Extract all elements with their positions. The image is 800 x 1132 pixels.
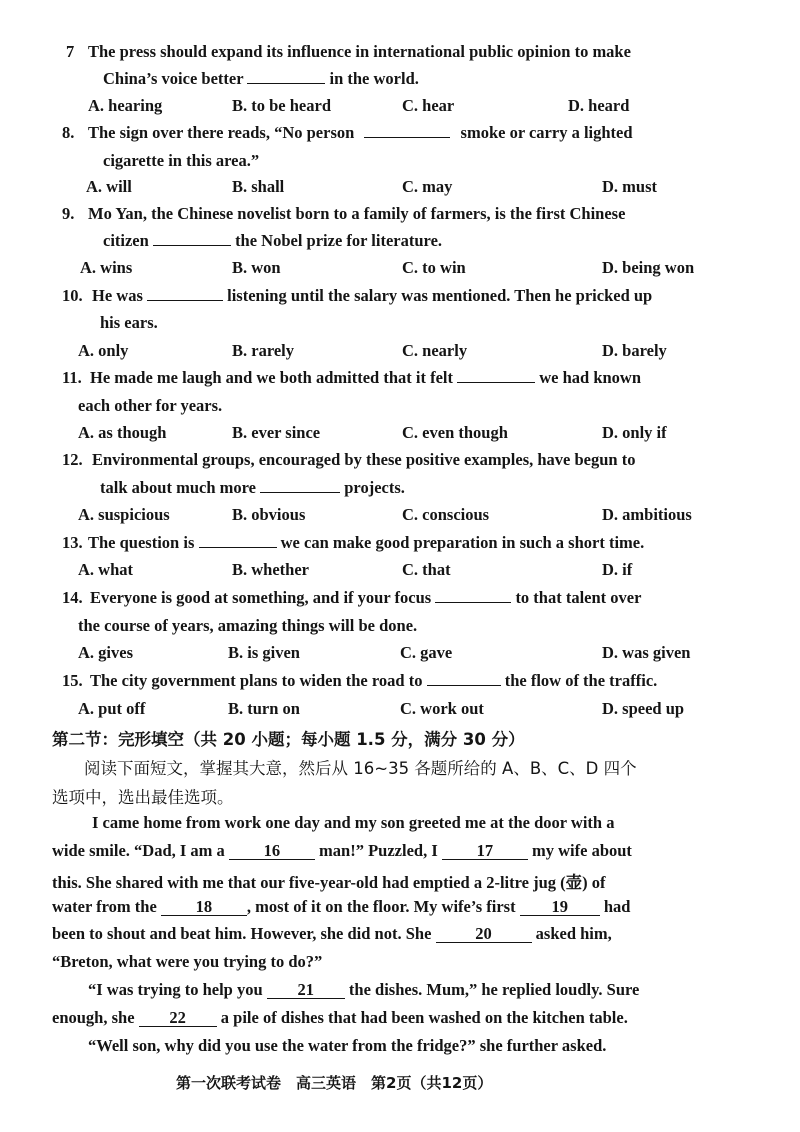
option-a: A. what	[78, 560, 134, 579]
answer-blank	[364, 123, 450, 138]
question-stem: citizen	[103, 231, 149, 250]
option-d: D. only if	[602, 423, 667, 442]
question-number: 14.	[62, 588, 83, 607]
passage-line	[88, 980, 639, 1000]
question-8	[62, 123, 742, 143]
option-d: D. must	[602, 177, 658, 196]
option-c: C. nearly	[402, 341, 468, 360]
option-a: A. gives	[78, 643, 133, 662]
question-7-line2	[103, 69, 419, 89]
passage-line	[52, 841, 632, 861]
passage-line	[52, 924, 612, 944]
passage-text: the dishes. Mum,” he replied loudly. Sure	[348, 980, 640, 999]
passage-line: I came home from work one day and my son greeted me at the door with a	[92, 813, 615, 832]
option-b: B. to be heard	[232, 96, 331, 115]
section-heading: 第二节：完形填空（共 20 小题；每小题 1.5 分，满分 30 分）	[52, 730, 525, 749]
option-b: B. whether	[232, 560, 309, 579]
option-c: C. to win	[402, 258, 466, 277]
option-c: C. gave	[400, 643, 453, 662]
question-stem: listening until the salary was mentioned. Then he pricked up	[227, 286, 653, 305]
question-11-line2: each other for years.	[78, 396, 223, 415]
option-c: C. even though	[402, 423, 508, 442]
question-number: 7	[66, 42, 75, 61]
blank-17: 17	[442, 843, 528, 860]
question-14	[62, 588, 641, 608]
question-stem: The city government plans to widen the road to	[90, 671, 423, 690]
option-d: D. heard	[568, 96, 630, 115]
option-a: A. put off	[78, 699, 146, 718]
option-a: A. will	[86, 177, 132, 196]
passage-text: been to shout and beat him. However, she did not. She	[52, 924, 432, 943]
answer-blank	[457, 368, 535, 383]
answer-blank	[260, 478, 340, 493]
question-stem: we can make good preparation in such a short time.	[280, 533, 645, 552]
option-b: B. ever since	[232, 423, 321, 442]
question-stem: The question is	[88, 533, 195, 552]
question-stem: projects.	[344, 478, 405, 497]
option-a: A. hearing	[88, 96, 163, 115]
answer-blank	[147, 286, 223, 301]
option-d: D. being won	[602, 258, 695, 277]
question-number: 12.	[62, 450, 83, 469]
question-7	[66, 42, 742, 62]
question-stem: Environmental groups, encouraged by these positive examples, have begun to	[92, 450, 636, 469]
passage-text: had	[603, 897, 631, 916]
question-stem: Everyone is good at something, and if your focus	[90, 588, 432, 607]
passage-line: “Well son, why did you use the water from the fridge?” she further asked.	[88, 1036, 607, 1055]
answer-blank	[427, 671, 501, 686]
option-d: D. was given	[602, 643, 691, 662]
option-d: D. ambitious	[602, 505, 692, 524]
option-c: C. conscious	[402, 505, 490, 524]
question-14-line2: the course of years, amazing things will be done.	[78, 616, 418, 635]
question-stem: the Nobel prize for literature.	[235, 231, 443, 250]
question-9	[62, 204, 625, 224]
question-number: 8.	[62, 123, 75, 142]
question-stem: Mo Yan, the Chinese novelist born to a family of farmers, is the first Chinese	[88, 204, 626, 223]
blank-21: 21	[267, 982, 345, 999]
question-number: 15.	[62, 671, 83, 690]
page-footer: 第一次联考试卷 高三英语 第2页（共12页）	[176, 1074, 493, 1092]
option-d: D. speed up	[602, 699, 685, 718]
option-d: D. if	[602, 560, 633, 579]
question-number: 11.	[62, 368, 82, 387]
blank-19: 19	[520, 899, 600, 916]
passage-text: enough, she	[52, 1008, 135, 1027]
option-c: C. may	[402, 177, 453, 196]
section-instruction-cont: 选项中，选出最佳选项。	[52, 788, 234, 807]
option-b: B. shall	[232, 177, 285, 196]
question-11	[62, 368, 641, 388]
question-stem: He made me laugh and we both admitted that it felt	[90, 368, 453, 387]
question-15	[62, 671, 657, 691]
question-number: 13.	[62, 533, 83, 552]
option-a: A. wins	[80, 258, 133, 277]
option-b: B. is given	[228, 643, 300, 662]
question-12	[62, 450, 635, 470]
answer-blank	[153, 231, 231, 246]
option-b: B. won	[232, 258, 281, 277]
option-a: A. suspicious	[78, 505, 170, 524]
question-9-line2	[103, 231, 442, 251]
question-10-line2: his ears.	[100, 313, 158, 332]
passage-line: “Breton, what were you trying to do?”	[52, 952, 323, 971]
passage-text: asked him,	[535, 924, 612, 943]
passage-text: water from the	[52, 897, 157, 916]
passage-text: this. She shared with me that our five-year-old had emptied a 2-litre jug (壶) of	[52, 873, 606, 892]
option-b: B. turn on	[228, 699, 300, 718]
question-stem: to that talent over	[515, 588, 642, 607]
answer-blank	[199, 533, 277, 548]
question-stem: The sign over there reads, “No person	[88, 123, 355, 142]
question-8-line2: cigarette in this area.”	[103, 151, 260, 170]
question-stem: The press should expand its influence in international public opinion to make	[88, 42, 631, 61]
question-stem: the flow of the traffic.	[504, 671, 658, 690]
option-c: C. work out	[400, 699, 484, 718]
question-number: 9.	[62, 204, 75, 223]
answer-blank	[435, 588, 511, 603]
passage-line	[52, 897, 630, 917]
question-12-line2	[100, 478, 405, 498]
option-b: B. obvious	[232, 505, 306, 524]
passage-text: wide smile. “Dad, I am a	[52, 841, 225, 860]
option-a: A. only	[78, 341, 129, 360]
passage-text: man!” Puzzled, I	[319, 841, 438, 860]
passage-text: , most of it on the floor. My wife’s first	[246, 897, 516, 916]
blank-16: 16	[229, 843, 315, 860]
section-instruction: 阅读下面短文，掌握其大意，然后从 16~35 各题所给的 A、B、C、D 四个	[84, 759, 637, 778]
question-13	[62, 533, 644, 553]
option-c: C. hear	[402, 96, 455, 115]
blank-22: 22	[139, 1010, 217, 1027]
passage-text: a pile of dishes that had been washed on the kitchen table.	[220, 1008, 628, 1027]
passage-line	[52, 1008, 628, 1028]
answer-blank	[247, 69, 325, 84]
question-stem: China’s voice better	[103, 69, 244, 88]
blank-20: 20	[436, 926, 532, 943]
passage-line	[52, 869, 605, 893]
question-stem: smoke or carry a lighted	[460, 123, 633, 142]
blank-18: 18	[161, 899, 247, 916]
passage-text: “I was trying to help you	[88, 980, 263, 999]
question-stem: He was	[92, 286, 143, 305]
option-b: B. rarely	[232, 341, 295, 360]
question-stem: in the world.	[329, 69, 419, 88]
question-stem: talk about much more	[100, 478, 256, 497]
option-a: A. as though	[78, 423, 167, 442]
question-stem: we had known	[539, 368, 642, 387]
question-10	[62, 286, 742, 306]
option-c: C. that	[402, 560, 451, 579]
passage-text: my wife about	[532, 841, 632, 860]
option-d: D. barely	[602, 341, 667, 360]
question-number: 10.	[62, 286, 83, 305]
